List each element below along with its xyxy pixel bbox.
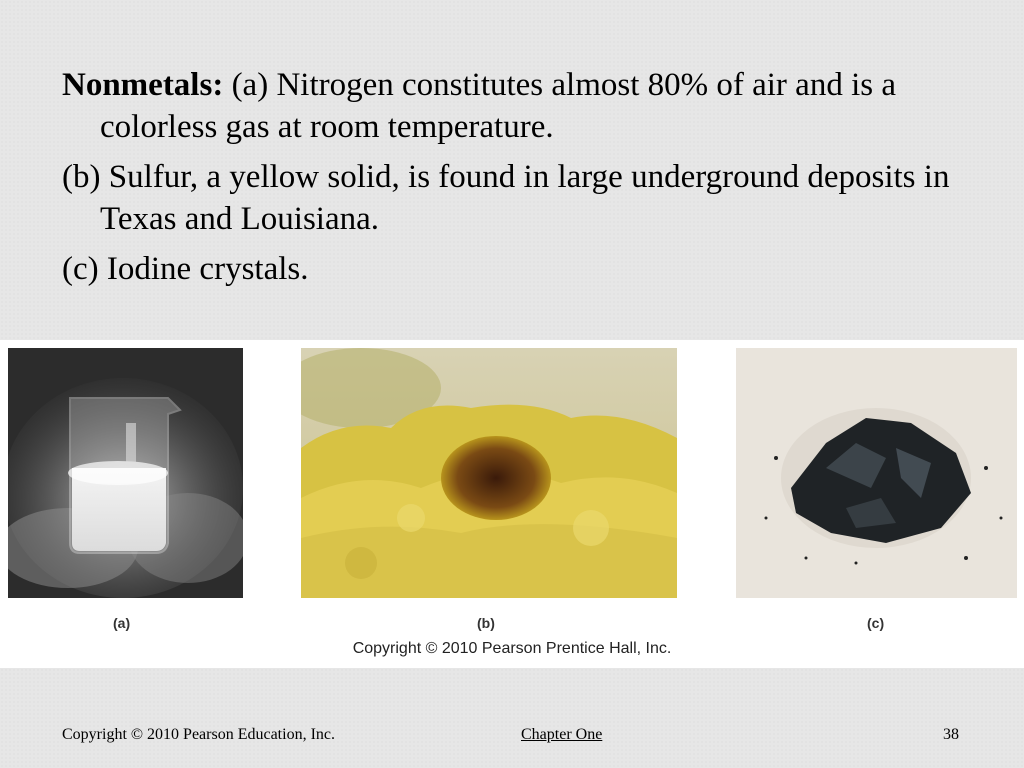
paragraph-b <box>62 156 982 240</box>
paragraph-b-text: (b) Sulfur, a yellow solid, is found in large underground deposits in Texas and Louisiana. <box>62 159 950 237</box>
nitrogen-beaker-photo <box>8 348 243 598</box>
caption-b: (b) <box>477 615 495 631</box>
footer-chapter: Chapter One <box>521 726 603 743</box>
caption-a: (a) <box>113 615 131 631</box>
page-number: 38 <box>943 726 959 743</box>
paragraph-a-text: (a) Nitrogen constitutes almost 80% of air and is a colorless gas at room temperature. <box>100 67 896 145</box>
figure-panel <box>0 340 1024 668</box>
sulfur-deposit-photo <box>301 348 677 598</box>
paragraph-c-text: (c) Iodine crystals. <box>62 251 309 287</box>
footer-copyright: Copyright © 2010 Pearson Education, Inc. <box>62 726 335 743</box>
iodine-crystals-photo <box>736 348 1017 598</box>
paragraph-a <box>62 64 982 148</box>
caption-c: (c) <box>867 615 885 631</box>
figure-copyright: Copyright © 2010 Pearson Prentice Hall, Inc. <box>352 640 672 657</box>
paragraph-c <box>62 248 982 290</box>
bullet-list <box>62 64 982 298</box>
nonmetals-label: Nonmetals: <box>62 67 224 103</box>
